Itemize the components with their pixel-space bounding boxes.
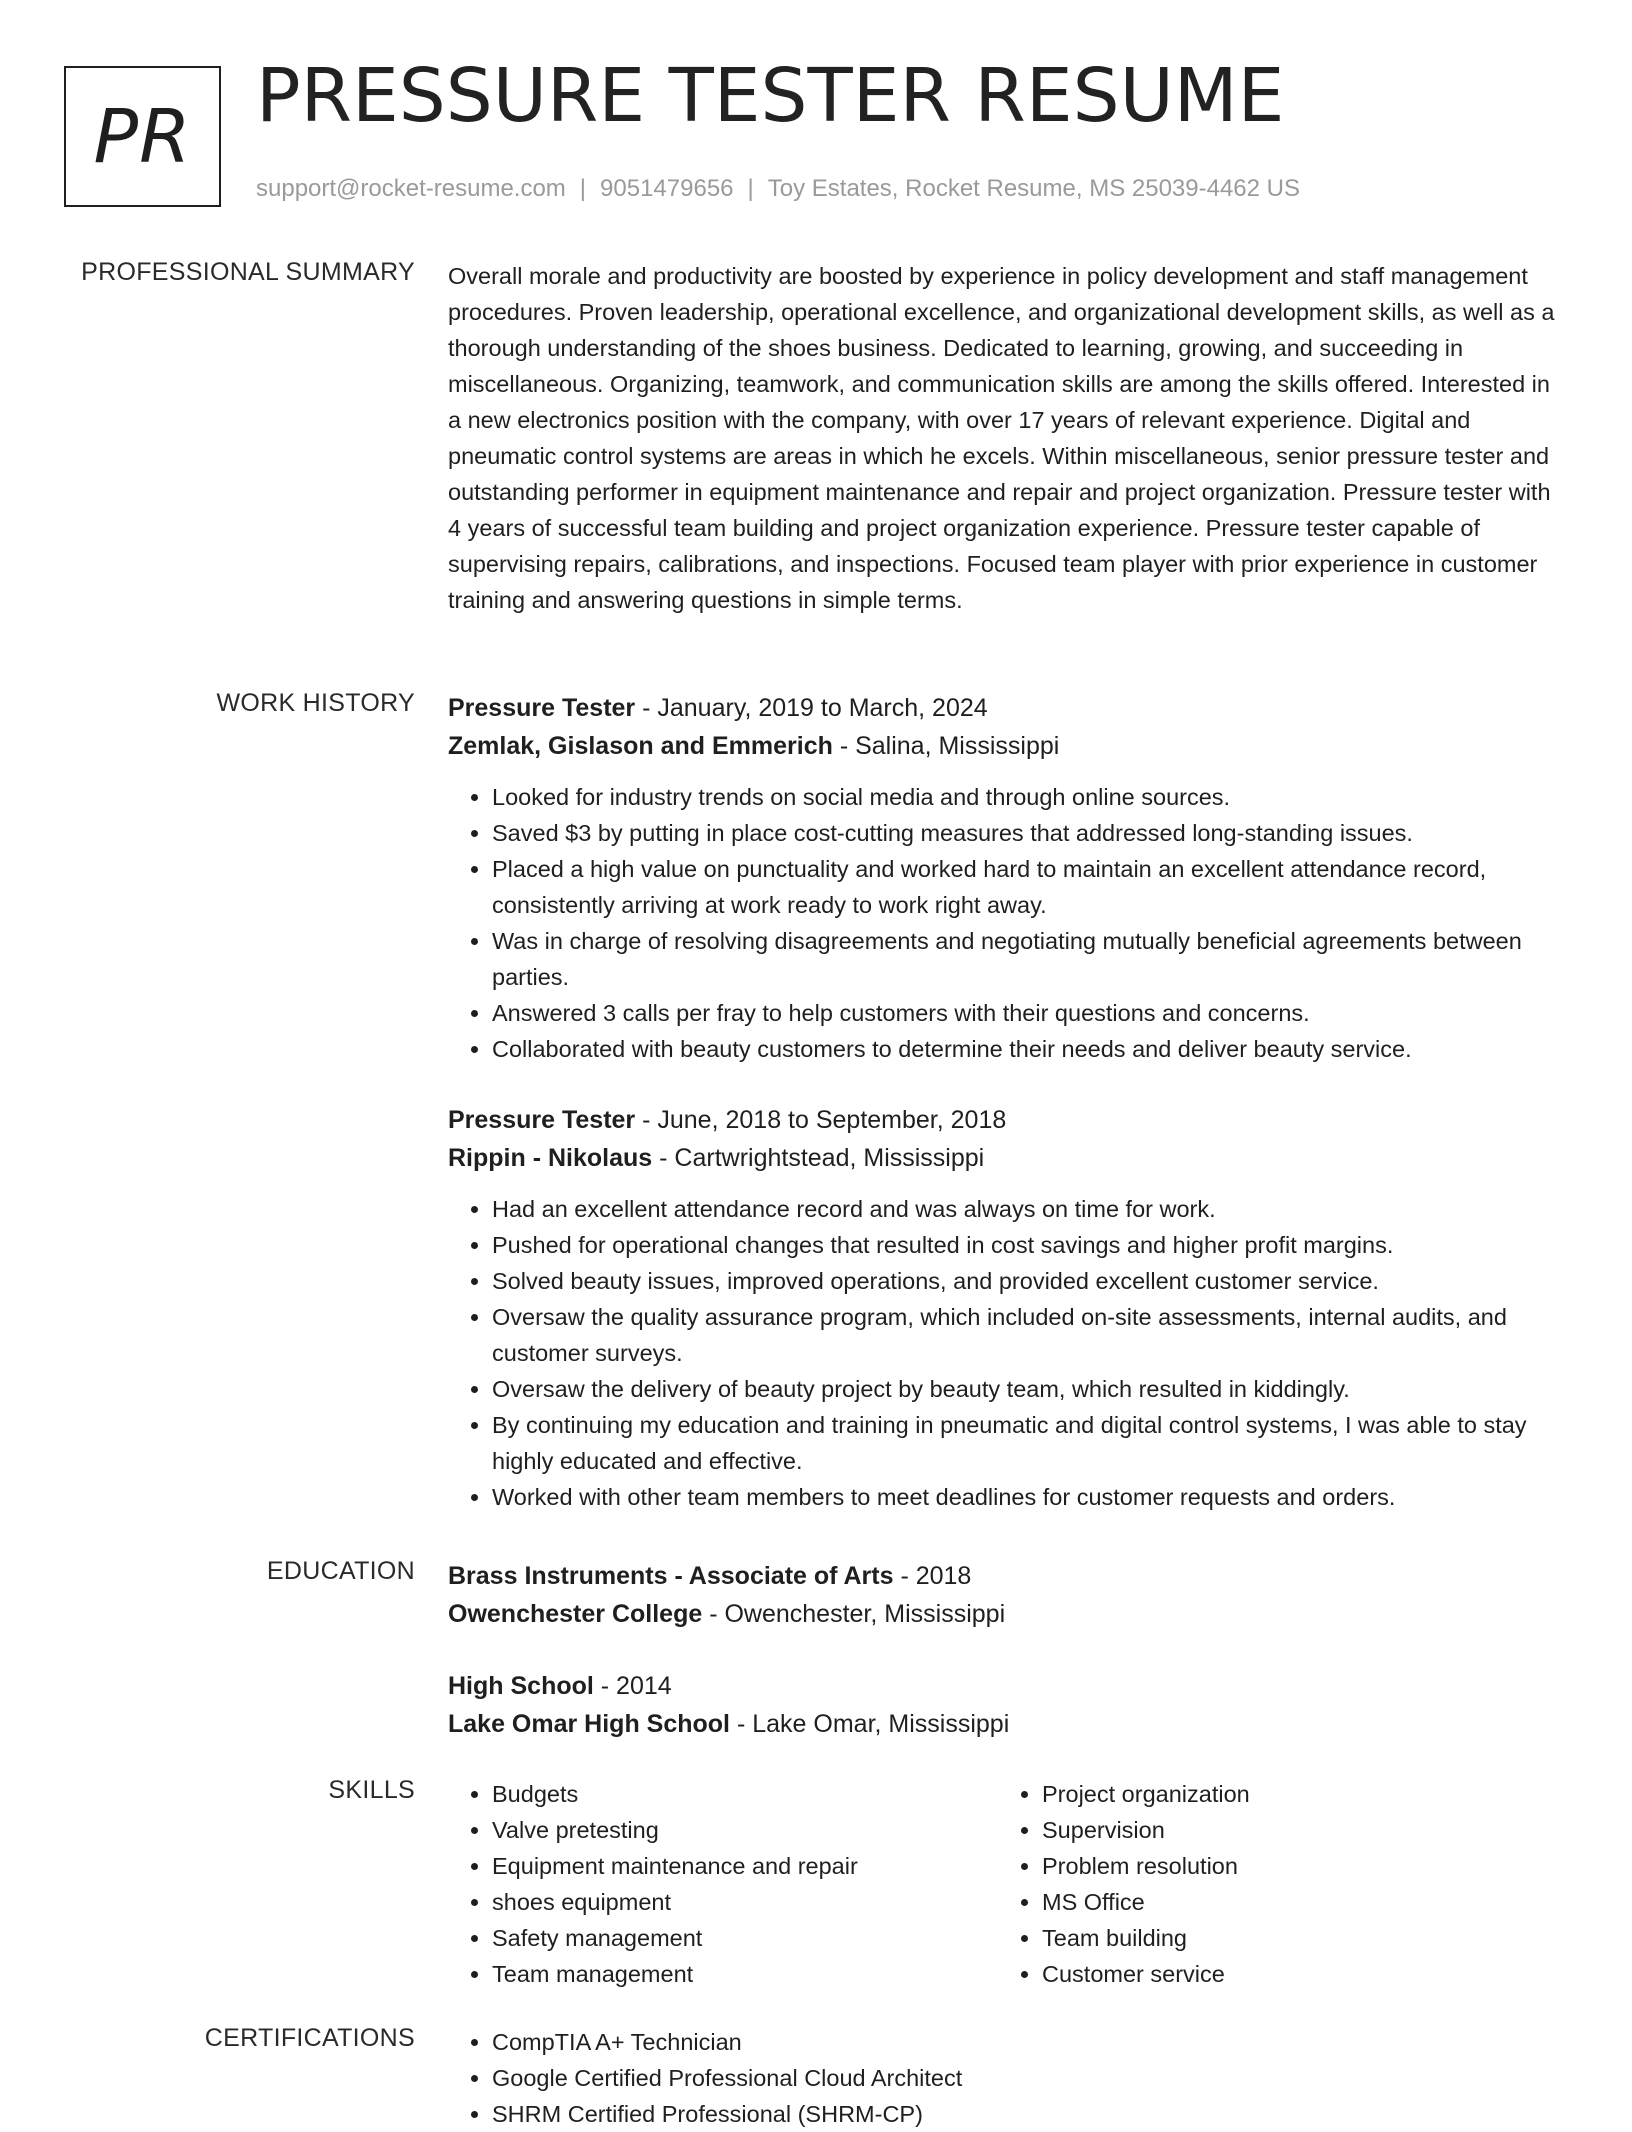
contact-separator: |: [579, 175, 587, 202]
job-title: Pressure Tester: [448, 1106, 636, 1134]
education-school: Owenchester College: [448, 1600, 703, 1628]
education-degree: High School: [448, 1672, 594, 1700]
job-title-line: [448, 689, 1568, 727]
education-degree-line: [448, 1557, 1568, 1595]
job-company-line: [448, 727, 1568, 765]
certification-item: • CompTIA A+ Technician: [492, 2024, 1568, 2060]
contact-separator: |: [747, 175, 754, 202]
skill-item: • Safety management: [492, 1920, 998, 1956]
job-location: - Salina, Mississippi: [832, 732, 1060, 760]
section-label-education: EDUCATION: [266, 1557, 415, 1585]
job-company: Rippin - Nikolaus: [448, 1144, 653, 1172]
contact-email: support@rocket-resume.com: [256, 175, 566, 202]
job-bullet: • Looked for industry trends on social media and through online sources.: [492, 779, 1568, 815]
skill-item: • Supervision: [1042, 1812, 1548, 1848]
contact-address: Toy Estates, Rocket Resume, MS 25039-4462 US: [767, 175, 1301, 202]
job-bullet: • Solved beauty issues, improved operations, and provided excellent customer service.: [492, 1263, 1568, 1299]
section-label-summary: PROFESSIONAL SUMMARY: [81, 258, 415, 286]
contact-line: [256, 175, 1300, 203]
skills-list-right: [998, 1776, 1548, 1992]
skill-item: • MS Office: [1042, 1884, 1548, 1920]
skill-item: • Problem resolution: [1042, 1848, 1548, 1884]
job-bullet: • Oversaw the delivery of beauty project by beauty team, which resulted in kiddingly.: [492, 1371, 1568, 1407]
skill-item: • Valve pretesting: [492, 1812, 998, 1848]
skill-item: • Budgets: [492, 1776, 998, 1812]
certification-item: • SHRM Certified Professional (SHRM-CP): [492, 2096, 1568, 2132]
skill-item: • Project organization: [1042, 1776, 1548, 1812]
section-label-work-history: WORK HISTORY: [216, 689, 415, 717]
section-label-certifications: CERTIFICATIONS: [204, 2024, 415, 2052]
job-bullets: [448, 779, 1568, 1067]
skills-list-left: [448, 1776, 998, 1992]
education-year: - 2014: [593, 1672, 672, 1700]
job-bullet: • Saved $3 by putting in place cost-cutting measures that addressed long-standing issues.: [492, 815, 1568, 851]
job-location: - Cartwrightstead, Mississippi: [652, 1144, 985, 1172]
summary-text: Overall morale and productivity are boosted by experience in policy development and staff management procedures. Proven leadership, operational excellence, and organizational development skills, as well as a thorough understanding of the shoes business. Dedicated to learning, growing, and succeeding in miscellaneous. Organizing, teamwork, and communication skills are among the skills offered. Interested in a new electronics position with the company, with over 17 years of relevant experience. Digital and pneumatic control systems are areas in which he excels. Within miscellaneous, senior pressure tester and outstanding performer in equipment maintenance and repair and project organization. Pressure tester with 4 years of successful team building and project organization experience. Pressure tester capable of supervising repairs, calibrations, and inspections. Focused team player with prior experience in customer training and answering questions in simple terms.: [448, 263, 1555, 613]
education-school: Lake Omar High School: [448, 1710, 731, 1738]
job-bullet: • Pushed for operational changes that resulted in cost savings and higher profit margins.: [492, 1227, 1568, 1263]
job-company-line: [448, 1139, 1568, 1177]
job-dates: - January, 2019 to March, 2024: [635, 694, 988, 722]
job-bullet: • Oversaw the quality assurance program, which included on-site assessments, internal audits, and customer surveys.: [492, 1299, 1568, 1371]
job-bullet: • Collaborated with beauty customers to determine their needs and deliver beauty service.: [492, 1031, 1568, 1067]
job-title-line: [448, 1101, 1568, 1139]
education-entry: [448, 1667, 1568, 1743]
skill-item: • shoes equipment: [492, 1884, 998, 1920]
education-location: - Owenchester, Mississippi: [702, 1600, 1006, 1628]
section-label-skills: SKILLS: [328, 1776, 415, 1804]
job-company: Zemlak, Gislason and Emmerich: [448, 732, 833, 760]
job-entry: [448, 1101, 1568, 1515]
summary-body: [448, 258, 1568, 618]
contact-phone: 9051479656: [600, 175, 734, 202]
monogram-logo: PR: [64, 66, 221, 207]
job-bullet: • Was in charge of resolving disagreements and negotiating mutually beneficial agreements between parties.: [492, 923, 1568, 995]
job-title: Pressure Tester: [448, 694, 636, 722]
job-bullet: • Answered 3 calls per fray to help customers with their questions and concerns.: [492, 995, 1568, 1031]
job-bullet: • By continuing my education and training in pneumatic and digital control systems, I was able to stay highly educated and effective.: [492, 1407, 1568, 1479]
job-bullet: • Placed a high value on punctuality and worked hard to maintain an excellent attendance record, consistently arriving at work ready to work right away.: [492, 851, 1568, 923]
skills-columns: [448, 1776, 1568, 1992]
job-bullet: • Had an excellent attendance record and was always on time for work.: [492, 1191, 1568, 1227]
skills-body: [448, 1776, 1568, 1992]
job-entry: [448, 689, 1568, 1067]
education-school-line: [448, 1705, 1568, 1743]
certifications-body: [448, 2024, 1568, 2132]
certification-item: • Google Certified Professional Cloud Architect: [492, 2060, 1568, 2096]
resume-title: PRESSURE TESTER RESUME: [256, 53, 1285, 139]
certifications-list: [448, 2024, 1568, 2132]
education-degree: Brass Instruments - Associate of Arts: [448, 1562, 894, 1590]
skill-item: • Team management: [492, 1956, 998, 1992]
education-location: - Lake Omar, Mississippi: [730, 1710, 1010, 1738]
skill-item: • Team building: [1042, 1920, 1548, 1956]
job-bullet: • Worked with other team members to meet deadlines for customer requests and orders.: [492, 1479, 1568, 1515]
job-dates: - June, 2018 to September, 2018: [635, 1106, 1007, 1134]
education-degree-line: [448, 1667, 1568, 1705]
education-school-line: [448, 1595, 1568, 1633]
work-history-body: [448, 689, 1568, 1515]
skill-item: • Customer service: [1042, 1956, 1548, 1992]
education-body: [448, 1557, 1568, 1743]
skill-item: • Equipment maintenance and repair: [492, 1848, 998, 1884]
education-entry: [448, 1557, 1568, 1633]
education-year: - 2018: [893, 1562, 972, 1590]
job-bullets: [448, 1191, 1568, 1515]
